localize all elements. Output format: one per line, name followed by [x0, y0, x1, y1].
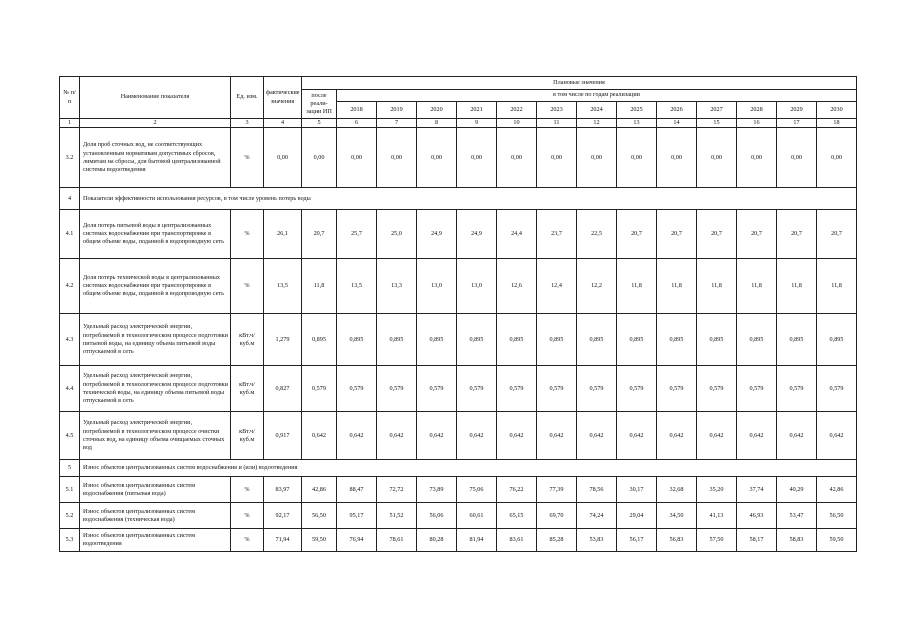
indicator-row: [60, 259, 857, 314]
year-value: 0,00: [617, 128, 657, 188]
column-number: 13: [617, 119, 657, 128]
year-value: 0,579: [657, 366, 697, 412]
year-value: 80,28: [417, 529, 457, 552]
year-value: 11,8: [617, 259, 657, 314]
section-row: [60, 460, 857, 477]
section-title: Износ объектов централизованных систем водоснабжения и (или) водоотведения: [80, 460, 857, 477]
year-value: 0,642: [417, 412, 457, 460]
after-value: 0,00: [302, 128, 337, 188]
column-number: 7: [377, 119, 417, 128]
year-value: 0,579: [697, 366, 737, 412]
year-value: 20,7: [817, 210, 857, 259]
unit: кВт.ч/куб.м: [231, 412, 264, 460]
row-num: 4.4: [60, 366, 80, 412]
actual-value: 0,917: [264, 412, 302, 460]
indicator-row: [60, 477, 857, 503]
indicator-name: Доля потерь питьевой воды в централизованных системах водоснабжения при транспортировке в общем объеме воды, поданной в водопроводную сеть: [80, 210, 231, 259]
column-numbers-row: [60, 119, 857, 128]
indicator-name: Износ объектов централизованных систем водоснабжения (питьевая вода): [80, 477, 231, 503]
year-value: 11,8: [737, 259, 777, 314]
year-value: 32,68: [657, 477, 697, 503]
header-actual: фактические значения: [264, 77, 302, 119]
year-value: 0,00: [777, 128, 817, 188]
year-value: 77,39: [537, 477, 577, 503]
year-value: 78,61: [377, 529, 417, 552]
year-value: 0,00: [377, 128, 417, 188]
year-value: 0,00: [737, 128, 777, 188]
year-value: 12,6: [497, 259, 537, 314]
year-value: 56,50: [817, 503, 857, 529]
indicator-row: [60, 128, 857, 188]
column-number: 11: [537, 119, 577, 128]
row-num: 3.2: [60, 128, 80, 188]
year-value: 13,3: [377, 259, 417, 314]
indicator-name: Доля проб сточных вод, не соответствующих установленным нормативам допустимых сбросов, лимитам на сбросы, для бытовой централизованной системы водоотведения: [80, 128, 231, 188]
section-row: [60, 188, 857, 210]
year-value: 0,642: [697, 412, 737, 460]
indicator-name: Удельный расход электрической энергии, потребляемой в технологическом процессе подготовки питьевой воды, на единицу объема питьевой воды отпускаемой в сеть: [80, 314, 231, 366]
header-by-years: в том числе по годам реализации: [337, 90, 857, 102]
year-value: 69,70: [537, 503, 577, 529]
after-value: 11,8: [302, 259, 337, 314]
year-value: 41,13: [697, 503, 737, 529]
unit: %: [231, 529, 264, 552]
indicators-table: [59, 76, 857, 552]
header-year: 2020: [417, 102, 457, 119]
header-year: 2022: [497, 102, 537, 119]
row-num: 4.1: [60, 210, 80, 259]
year-value: 0,642: [777, 412, 817, 460]
year-value: 0,579: [377, 366, 417, 412]
year-value: 53,83: [577, 529, 617, 552]
year-value: 0,00: [577, 128, 617, 188]
header-year: 2030: [817, 102, 857, 119]
year-value: 0,642: [377, 412, 417, 460]
year-value: 24,9: [417, 210, 457, 259]
after-value: 20,7: [302, 210, 337, 259]
year-value: 0,895: [657, 314, 697, 366]
year-value: 25,0: [377, 210, 417, 259]
indicator-name: Износ объектов централизованных систем водоснабжения (техническая вода): [80, 503, 231, 529]
year-value: 12,4: [537, 259, 577, 314]
year-value: 12,2: [577, 259, 617, 314]
year-value: 35,20: [697, 477, 737, 503]
year-value: 13,0: [457, 259, 497, 314]
section-num: 4: [60, 188, 80, 210]
year-value: 0,00: [457, 128, 497, 188]
after-value: 56,50: [302, 503, 337, 529]
year-value: 0,579: [537, 366, 577, 412]
year-value: 0,642: [657, 412, 697, 460]
year-value: 0,895: [777, 314, 817, 366]
year-value: 0,895: [337, 314, 377, 366]
indicator-name: Удельный расход электрической энергии, потребляемой в технологическом процессе очистки сточных вод, на единицу объема очищаемых сточных вод: [80, 412, 231, 460]
year-value: 11,8: [777, 259, 817, 314]
column-number: 9: [457, 119, 497, 128]
row-num: 5.3: [60, 529, 80, 552]
indicators-sheet: [59, 76, 857, 552]
year-value: 58,17: [737, 529, 777, 552]
year-value: 22,5: [577, 210, 617, 259]
year-value: 11,8: [657, 259, 697, 314]
indicator-row: [60, 314, 857, 366]
year-value: 13,0: [417, 259, 457, 314]
row-num: 4.2: [60, 259, 80, 314]
column-number: 6: [337, 119, 377, 128]
header-year: 2026: [657, 102, 697, 119]
year-value: 34,50: [657, 503, 697, 529]
year-value: 0,642: [617, 412, 657, 460]
after-value: 0,642: [302, 412, 337, 460]
actual-value: 0,00: [264, 128, 302, 188]
column-number: 17: [777, 119, 817, 128]
unit: кВт.ч/куб.м: [231, 366, 264, 412]
section-title: Показатели эффективности использования ресурсов, в том числе уровень потерь воды: [80, 188, 857, 210]
year-value: 53,47: [777, 503, 817, 529]
year-value: 24,4: [497, 210, 537, 259]
year-value: 78,56: [577, 477, 617, 503]
year-value: 0,642: [817, 412, 857, 460]
year-value: 0,642: [577, 412, 617, 460]
year-value: 0,895: [697, 314, 737, 366]
year-value: 20,7: [617, 210, 657, 259]
header-year: 2025: [617, 102, 657, 119]
year-value: 20,7: [737, 210, 777, 259]
year-value: 85,28: [537, 529, 577, 552]
after-value: 42,86: [302, 477, 337, 503]
year-value: 60,61: [457, 503, 497, 529]
row-num: 5.2: [60, 503, 80, 529]
header-year: 2028: [737, 102, 777, 119]
header-year: 2018: [337, 102, 377, 119]
year-value: 75,06: [457, 477, 497, 503]
actual-value: 13,5: [264, 259, 302, 314]
year-value: 20,7: [697, 210, 737, 259]
header-after: после реали-зации ИП: [302, 90, 337, 119]
row-num: 5.1: [60, 477, 80, 503]
year-value: 59,50: [817, 529, 857, 552]
year-value: 0,579: [777, 366, 817, 412]
actual-value: 92,17: [264, 503, 302, 529]
year-value: 23,7: [537, 210, 577, 259]
indicator-name: Износ объектов централизованных систем водоотведения: [80, 529, 231, 552]
year-value: 76,94: [337, 529, 377, 552]
indicator-row: [60, 210, 857, 259]
year-value: 83,61: [497, 529, 537, 552]
column-number: 14: [657, 119, 697, 128]
header-year: 2021: [457, 102, 497, 119]
indicator-name: Доля потерь технической воды в централизованных системах водоснабжения при транспортировке в общем объеме воды, поданной в водопроводную сеть: [80, 259, 231, 314]
indicator-row: [60, 503, 857, 529]
year-value: 65,15: [497, 503, 537, 529]
indicator-row: [60, 412, 857, 460]
year-value: 0,895: [497, 314, 537, 366]
header-unit: Ед. изм.: [231, 77, 264, 119]
actual-value: 0,827: [264, 366, 302, 412]
year-value: 0,579: [817, 366, 857, 412]
year-value: 0,895: [737, 314, 777, 366]
year-value: 0,895: [617, 314, 657, 366]
year-value: 74,24: [577, 503, 617, 529]
column-number: 1: [60, 119, 80, 128]
column-number: 5: [302, 119, 337, 128]
section-num: 5: [60, 460, 80, 477]
year-value: 0,642: [497, 412, 537, 460]
year-value: 81,94: [457, 529, 497, 552]
column-number: 10: [497, 119, 537, 128]
year-value: 56,17: [617, 529, 657, 552]
year-value: 0,579: [337, 366, 377, 412]
year-value: 58,83: [777, 529, 817, 552]
year-value: 0,642: [537, 412, 577, 460]
year-value: 0,00: [417, 128, 457, 188]
header-year: 2023: [537, 102, 577, 119]
row-num: 4.5: [60, 412, 80, 460]
year-value: 25,7: [337, 210, 377, 259]
actual-value: 83,97: [264, 477, 302, 503]
year-value: 0,579: [617, 366, 657, 412]
header-name: Наименование показателя: [80, 77, 231, 119]
year-value: 0,895: [817, 314, 857, 366]
unit: кВт.ч/куб.м: [231, 314, 264, 366]
header-planned: Плановые значения: [302, 77, 857, 90]
year-value: 56,83: [657, 529, 697, 552]
actual-value: 1,279: [264, 314, 302, 366]
year-value: 30,17: [617, 477, 657, 503]
column-number: 12: [577, 119, 617, 128]
unit: %: [231, 477, 264, 503]
column-number: 15: [697, 119, 737, 128]
year-value: 29,04: [617, 503, 657, 529]
year-value: 51,52: [377, 503, 417, 529]
year-value: 0,579: [417, 366, 457, 412]
indicator-row: [60, 366, 857, 412]
column-number: 18: [817, 119, 857, 128]
header-num: № п/п: [60, 77, 80, 119]
indicator-name: Удельный расход электрической энергии, потребляемой в технологическом процессе подготовки технической воды, на единицу объема питьевой воды отпускаемой в сеть: [80, 366, 231, 412]
year-value: 11,8: [697, 259, 737, 314]
year-value: 0,642: [457, 412, 497, 460]
year-value: 57,50: [697, 529, 737, 552]
after-value: 0,895: [302, 314, 337, 366]
unit: %: [231, 503, 264, 529]
year-value: 42,86: [817, 477, 857, 503]
actual-value: 26,1: [264, 210, 302, 259]
year-value: 0,00: [537, 128, 577, 188]
column-number: 3: [231, 119, 264, 128]
year-value: 24,9: [457, 210, 497, 259]
year-value: 0,00: [697, 128, 737, 188]
year-value: 0,00: [817, 128, 857, 188]
year-value: 20,7: [657, 210, 697, 259]
year-value: 0,579: [457, 366, 497, 412]
year-value: 0,579: [577, 366, 617, 412]
year-value: 0,895: [577, 314, 617, 366]
year-value: 0,00: [497, 128, 537, 188]
year-value: 11,8: [817, 259, 857, 314]
header-year: 2019: [377, 102, 417, 119]
header-year: 2024: [577, 102, 617, 119]
year-value: 72,72: [377, 477, 417, 503]
column-number: 16: [737, 119, 777, 128]
after-value: 0,579: [302, 366, 337, 412]
year-value: 0,00: [337, 128, 377, 188]
year-value: 40,29: [777, 477, 817, 503]
column-number: 4: [264, 119, 302, 128]
year-value: 0,579: [497, 366, 537, 412]
column-number: 8: [417, 119, 457, 128]
year-value: 56,06: [417, 503, 457, 529]
year-value: 13,5: [337, 259, 377, 314]
header-year: 2029: [777, 102, 817, 119]
year-value: 76,22: [497, 477, 537, 503]
year-value: 0,895: [417, 314, 457, 366]
year-value: 0,895: [537, 314, 577, 366]
year-value: 0,642: [337, 412, 377, 460]
year-value: 20,7: [777, 210, 817, 259]
unit: %: [231, 259, 264, 314]
year-value: 88,47: [337, 477, 377, 503]
header-year: 2027: [697, 102, 737, 119]
year-value: 0,895: [457, 314, 497, 366]
actual-value: 71,94: [264, 529, 302, 552]
unit: %: [231, 210, 264, 259]
year-value: 0,642: [737, 412, 777, 460]
year-value: 0,579: [737, 366, 777, 412]
year-value: 46,93: [737, 503, 777, 529]
indicator-row: [60, 529, 857, 552]
year-value: 0,895: [377, 314, 417, 366]
year-value: 0,00: [657, 128, 697, 188]
year-value: 37,74: [737, 477, 777, 503]
column-number: 2: [80, 119, 231, 128]
after-value: 59,50: [302, 529, 337, 552]
unit: %: [231, 128, 264, 188]
year-value: 73,89: [417, 477, 457, 503]
row-num: 4.3: [60, 314, 80, 366]
year-value: 95,17: [337, 503, 377, 529]
indicators-body: [60, 128, 857, 552]
